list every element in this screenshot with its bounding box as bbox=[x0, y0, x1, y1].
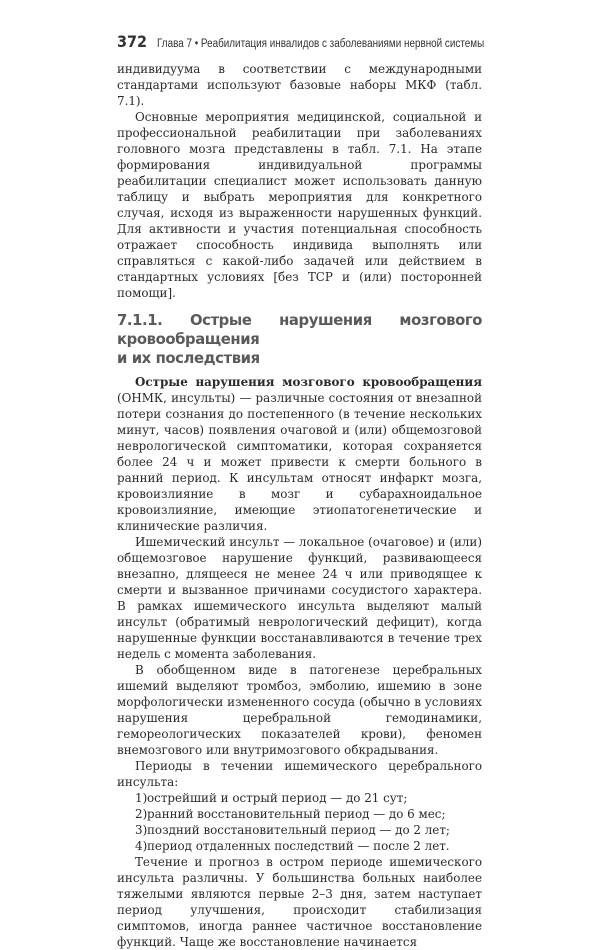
paragraph: В обобщенном виде в патогенезе церебральных ишемий выделяют тромбоз, эмболию, ишемию в зоне морфологически измененного сосуда (обычно в условиях нарушения церебральной гемодинамики, гемореологических показателей крови), феномен внемозгового или внутримозгового обкрадывания. bbox=[117, 663, 482, 757]
paragraph: Течение и прогноз в остром периоде ишемического инсульта различны. У большинства больных наиболее тяжелыми являются первые 2–3 дня, затем наступает период улучшения, происходит стабилизация симптомов, иногда раннее частичное восстановление функций. Чаще же восстановление начинается bbox=[117, 855, 482, 949]
list-number: 3) bbox=[135, 823, 148, 837]
list-text: поздний восстановительный период — до 2 лет; bbox=[147, 823, 450, 837]
book-page bbox=[117, 32, 485, 950]
list-number: 2) bbox=[135, 807, 148, 821]
section-heading bbox=[117, 311, 482, 368]
list-text: острейший и острый период — до 21 сут; bbox=[147, 791, 408, 805]
section-heading-line: 7.1.1. Острые нарушения мозгового кровообращения bbox=[117, 312, 482, 348]
definition-text: (ОНМК, инсульты) — различные состояния от внезапной потери сознания до постепенного (в течение нескольких минут, часов) появления очаговой и (или) общемозговой неврологической симптоматики, которая сохраняется более 24 ч и может привести к смерти больного в ранний период. К инсультам относят инфаркт мозга, кровоизлияние в мозг и субарахноидальное кровоизлияние, имеющие этиопатогенетические и клинические различия. bbox=[117, 391, 482, 533]
list-item bbox=[117, 790, 482, 806]
defined-term: Острые нарушения мозгового кровообращения bbox=[135, 375, 482, 389]
paragraph: индивидуума в соответствии с международными стандартами используют базовые наборы МКФ (табл. 7.1). bbox=[117, 62, 482, 108]
list-text: период отдаленных последствий — после 2 лет. bbox=[147, 839, 450, 853]
list-item bbox=[117, 822, 482, 838]
list-item bbox=[117, 806, 482, 822]
section-heading-line: и их последствия bbox=[117, 350, 260, 367]
definition-paragraph bbox=[117, 374, 482, 534]
body-text bbox=[117, 61, 482, 950]
list-number: 4) bbox=[135, 839, 148, 853]
paragraph: Основные мероприятия медицинской, социальной и профессиональной реабилитации при заболеваниях головного мозга представлены в табл. 7.1. На этапе формирования индивидуальной программы реабилитации специалист может использовать данную таблицу и выбрать мероприятия для конкретного случая, исходя из выраженности нарушенных функций. Для активности и участия потенциальная способность отражает способность индивида выполнять или справляться с какой-либо задачей или действием в стандартных условиях [без ТСР и (или) посторонней помощи]. bbox=[117, 110, 482, 300]
list-item bbox=[117, 838, 482, 854]
running-title: Глава 7 • Реабилитация инвалидов с заболеваниями нервной системы bbox=[157, 38, 485, 50]
list-number: 1) bbox=[135, 791, 148, 805]
page-number: 372 bbox=[117, 32, 148, 51]
running-header bbox=[117, 32, 485, 51]
paragraph: Периоды в течении ишемического церебрального инсульта: bbox=[117, 759, 482, 789]
list-text: ранний восстановительный период — до 6 мес; bbox=[147, 807, 446, 821]
paragraph: Ишемический инсульт — локальное (очаговое) и (или) общемозговое нарушение функций, развивающееся внезапно, длящееся не менее 24 ч или приводящее к смерти и вызванное причинами сосудистого характера. В рамках ишемического инсульта выделяют малый инсульт (обратимый неврологический дефицит), когда нарушенные функции восстанавливаются в течение трех недель с момента заболевания. bbox=[117, 535, 482, 661]
